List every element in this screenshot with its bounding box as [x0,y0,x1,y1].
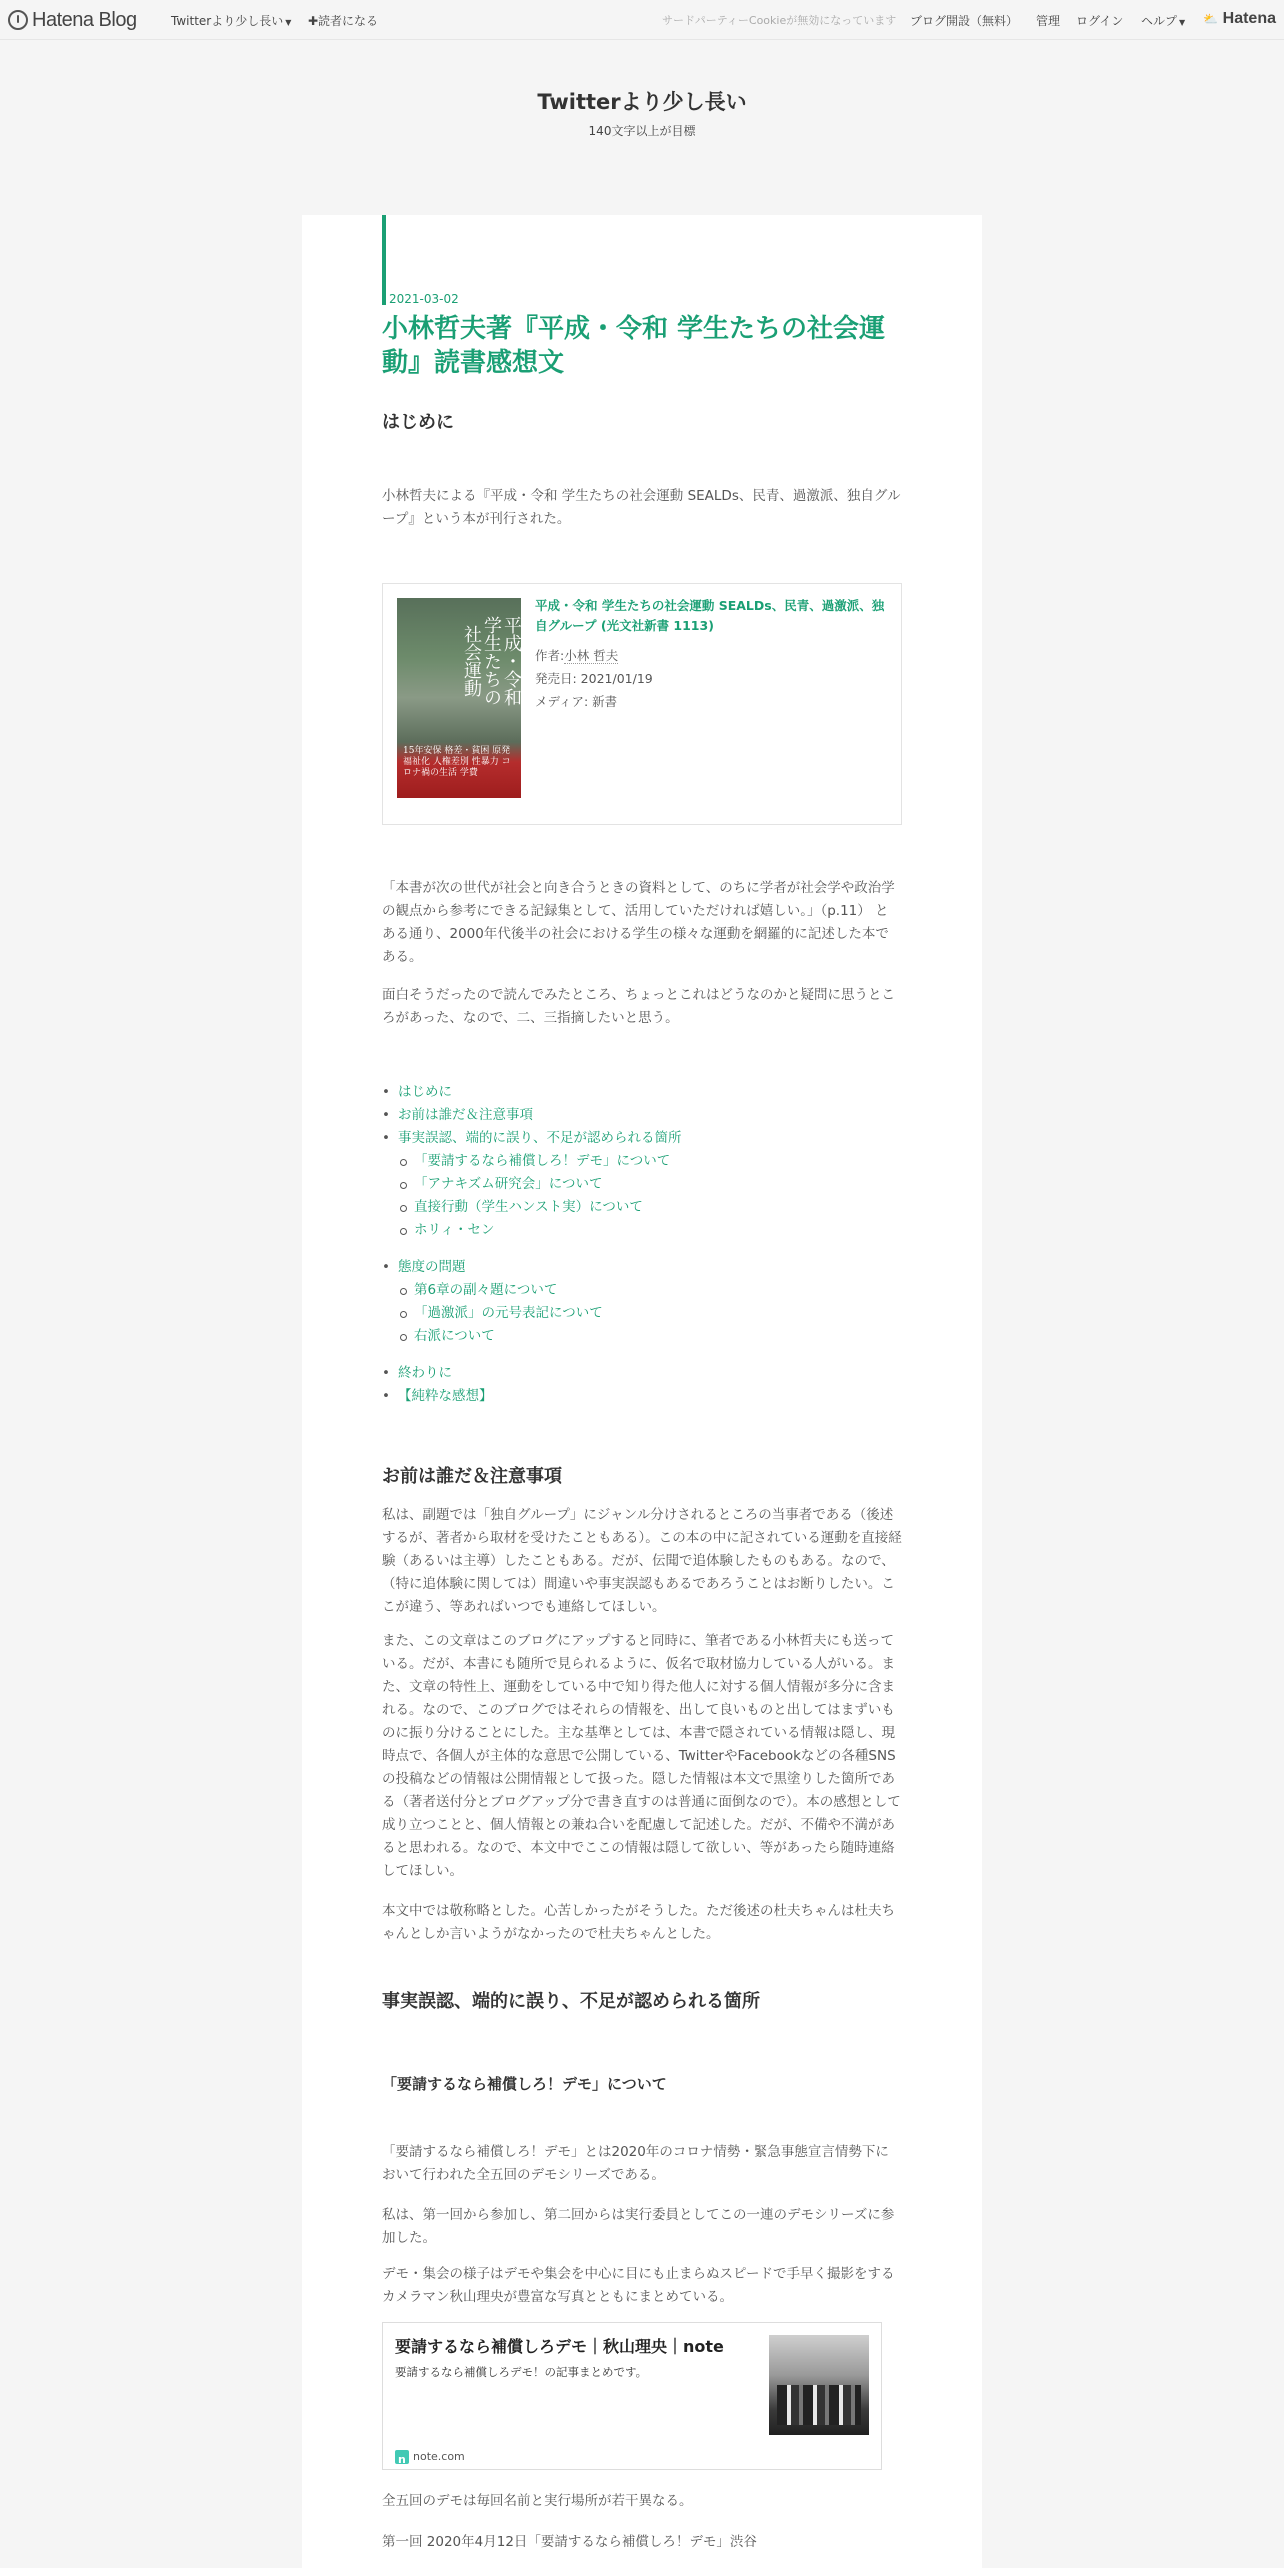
subscribe-button[interactable] [308,12,378,29]
blog-menu-label: Twitterより少し長い [171,14,284,28]
hatena-label: Hatena [1222,10,1276,27]
caret-down-icon: ▼ [285,18,292,27]
open-blog-label: ブログ開設（無料） [910,14,1019,28]
blog-description: 140文字以上が目標 [588,124,696,138]
help-label: ヘルプ [1141,14,1178,28]
caret-down-icon: ▼ [1179,18,1186,27]
photo-crowd-image [777,2385,861,2425]
subscribe-label: ✚読者になる [308,14,379,28]
toc-item[interactable]: • 事実誤認、端的に誤り、不足が認められる箇所 [382,1127,682,1150]
note-embed-site[interactable]: note.com [413,2450,465,2463]
toc-subitem[interactable]: 直接行動（学生ハンスト実）について [382,1196,682,1219]
hatena-blog-logo[interactable] [8,6,137,34]
toc-subitem[interactable]: ホリィ・セン [382,1219,682,1242]
cookie-notice[interactable] [662,12,896,28]
logo-text: Hatena Blog [32,8,137,31]
hatena-link[interactable] [1203,10,1276,28]
book-cover-caption: 15年安保 格差・貧困 原発 福祉化 人権差別 性暴力 コロナ禍の生活 学費 [403,746,511,778]
heading-errors: 事実誤認、端的に誤り、不足が認められる箇所 [382,1991,760,2012]
hatena-small-icon: ⛅ [1203,12,1219,26]
book-media: メディア: 新書 [535,694,618,709]
toc-subitem[interactable]: 第6章の副々題について [382,1279,682,1302]
book-author-label: 作者: [535,648,565,663]
table-of-contents [382,1081,682,1408]
demo-paragraph-2: 私は、第一回から参加し、第二回からは実行委員としてこの一連のデモシリーズに参加した。 [382,2207,895,2246]
who-paragraph-3: 本文中では敬称略とした。心苦しかったがそうした。ただ後述の杜夫ちゃんは杜夫ちゃんとしか言いようがなかったので杜夫ちゃんとした。 [382,1903,895,1942]
book-release: 発売日: 2021/01/19 [535,671,653,686]
toc-item[interactable]: • お前は誰だ＆注意事項 [382,1104,682,1127]
cookie-notice-label: サードパーティーCookieが無効になっています [662,14,897,27]
login-label: ログイン [1076,14,1124,28]
open-blog-link[interactable] [910,12,1018,29]
heading-intro: はじめに [382,412,454,433]
who-paragraph-2: また、この文章はこのブログにアップすると同時に、筆者である小林哲夫にも送っている。だが、本書にも随所で見られるように、仮名で取材協力している人がいる。また、文章の特性上、運動をしている中で知り得た他人に対する個人情報が多分に含まれる。なので、このブログではそれらの情報を、出して良いものと出してはまずいものに振り分けることにした。主な基準としては、本書で隠されている情報は隠し、現時点で、各個人が主体的な意思で公開している、TwitterやFacebookなどの各種SNSの投稿などの情報は公開情報として扱った。隠した情報は本文で黒塗りした箇所である（著者送付分とブログアップ分で書き直すのは普通に面倒なので）。本の感想として成り立つことと、個人情報との兼ね合いを配慮して記述した。だが、不備や不満があると思われる。なので、本文中でここの情報は隠して欲しい、等があったら随時連絡してほしい。 [382,1633,901,1879]
admin-link[interactable] [1036,12,1060,29]
entry-date[interactable]: 2021-03-02 [389,292,459,306]
book-cover-title: 平成・令和 学生たちの 社会運動 [461,616,522,706]
toc-subitem[interactable]: 「アナキズム研究会」について [382,1173,682,1196]
heading-who: お前は誰だ＆注意事項 [382,1466,562,1487]
note-favicon-icon [395,2450,409,2464]
help-dropdown[interactable] [1141,12,1185,29]
note-embed-title[interactable]: 要請するなら補償しろデモ｜秋山理央｜note [395,2337,724,2356]
toc-item[interactable]: • 終わりに [382,1362,682,1385]
toc-item[interactable]: • 【純粋な感想】 [382,1385,682,1408]
book-author-link[interactable]: 小林 哲夫 [564,648,619,663]
main-content [302,215,982,2568]
note-embed-footer [395,2445,465,2468]
who-paragraph-1: 私は、副題では「独自グループ」にジャンル分けされるところの当事者である（後述するが、著者から取材を受けたこともある）。この本の中に記されている運動を直接経験（あるいは主導）したこともある。だが、伝聞で追体験したものもある。なので、（特に追体験に関しては）間違いや事実誤認もあるであろうことはお断りしたい。ここが違う、等あればいつでも連絡してほしい。 [382,1507,902,1615]
demo-paragraph-3: デモ・集会の様子はデモや集会を中心に目にも止まらぬスピードで手早く撮影をするカメラマン秋山理央が豊富な写真とともにまとめている。 [382,2266,895,2305]
entry-accent-bar [382,215,386,305]
login-link[interactable] [1076,12,1123,29]
book-card [382,583,902,825]
toc-subitem[interactable]: 「過激派」の元号表記について [382,1302,682,1325]
toc-subitem[interactable]: 右派について [382,1325,682,1348]
heading-demo: 「要請するなら補償しろ！デモ」について [382,2075,667,2093]
blog-title[interactable]: Twitterより少し長い [537,90,747,114]
demo-paragraph-5: 第一回 2020年4月12日「要請するなら補償しろ！デモ」渋谷 [382,2534,757,2550]
global-header [0,0,1284,40]
book-title-link[interactable]: 平成・令和 学生たちの社会運動 SEALDs、民青、過激派、独自グループ (光文社新書 1113) [535,598,885,633]
note-embed-thumbnail[interactable] [769,2335,869,2435]
entry-title[interactable]: 小林哲夫著『平成・令和 学生たちの社会運動』読書感想文 [382,314,886,378]
note-embed-card[interactable] [382,2322,882,2470]
blog-menu-dropdown[interactable] [171,12,291,29]
demo-paragraph-4: 全五回のデモは毎回名前と実行場所が若干異なる。 [382,2493,693,2509]
hatena-logo-icon [8,10,28,30]
admin-label: 管理 [1036,14,1061,28]
book-author [535,644,885,667]
demo-paragraph-1: 「要請するなら補償しろ！デモ」とは2020年のコロナ情勢・緊急事態宣言情勢下において行われた全五回のデモシリーズである。 [382,2144,889,2183]
quote-paragraph: 「本書が次の世代が社会と向き合うときの資料として、のちに学者が社会学や政治学の観点から参考にできる記録集として、活用していただければ嬉しい。」（p.11） とある通り、2000年代後半の社会における学生の様々な運動を網羅的に記述した本である。 [382,880,895,965]
note-embed-description: 要請するなら補償しろデモ！の記事まとめです。 [395,2365,648,2379]
toc-item[interactable]: • はじめに [382,1081,682,1104]
toc-subitem[interactable]: 「要請するなら補償しろ！デモ」について [382,1150,682,1173]
intro-paragraph: 小林哲夫による『平成・令和 学生たちの社会運動 SEALDs、民青、過激派、独自グループ』という本が刊行された。 [382,488,901,527]
book-cover-image[interactable] [397,598,521,798]
toc-item[interactable]: • 態度の問題 [382,1256,682,1279]
intro-paragraph-2: 面白そうだったので読んでみたところ、ちょっとこれはどうなのかと疑問に思うところがあった、なので、二、三指摘したいと思う。 [382,987,895,1026]
